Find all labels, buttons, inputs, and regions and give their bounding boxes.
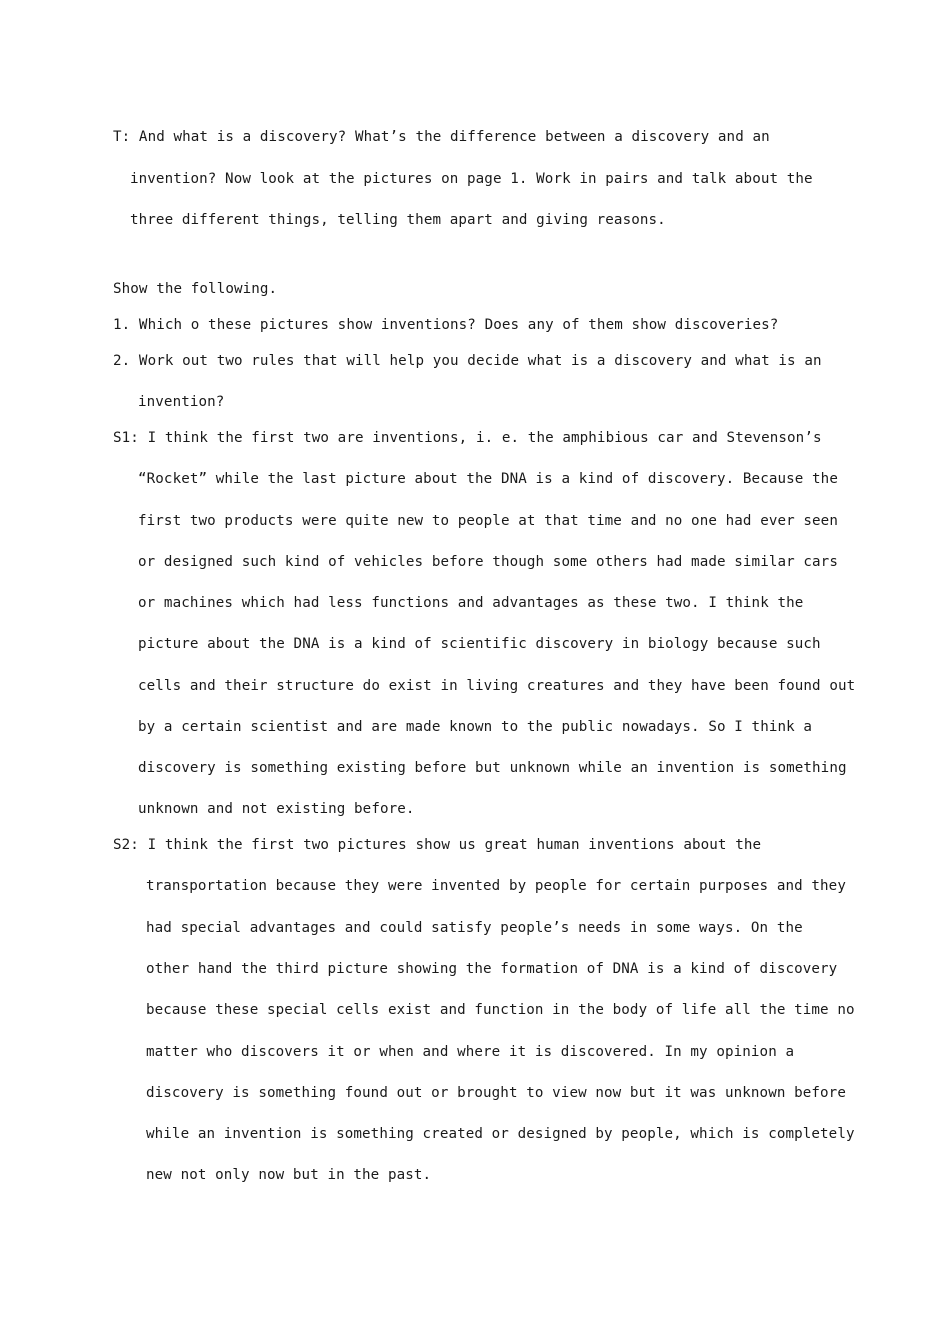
s1-line-3: first two products were quite new to people at that time and no one had ever seen [138,513,838,529]
s1-line-4: or designed such kind of vehicles before though some others had made similar cars [138,554,838,570]
question-2-line-1: 2. Work out two rules that will help you decide what is a discovery and what is an [113,353,822,369]
s2-line-6: matter who discovers it or when and where it is discovered. In my opinion a [146,1044,795,1060]
s1-line-2: “Rocket” while the last picture about the DNA is a kind of discovery. Because the [138,471,838,487]
teacher-line-3: three different things, telling them apart and giving reasons. [130,212,666,228]
s2-line-7: discovery is something found out or brought to view now but it was unknown before [146,1085,846,1101]
question-2-line-2: invention? [138,394,225,410]
s1-line-9: discovery is something existing before but unknown while an invention is something [138,760,847,776]
teacher-line-1: T: And what is a discovery? What’s the difference between a discovery and an [113,129,770,145]
s2-line-8: while an invention is something created or designed by people, which is completely [146,1126,855,1142]
instruction-text: Show the following. [113,281,278,297]
s1-line-8: by a certain scientist and are made known to the public nowadays. So I think a [138,719,813,735]
s2-line-3: had special advantages and could satisfy people’s needs in some ways. On the [146,920,803,936]
s1-line-5: or machines which had less functions and advantages as these two. I think the [138,595,804,611]
s1-line-6: picture about the DNA is a kind of scientific discovery in biology because such [138,636,821,652]
s1-line-7: cells and their structure do exist in living creatures and they have been found out [138,678,856,694]
question-1: 1. Which o these pictures show inventions? Does any of them show discoveries? [113,317,779,333]
s2-line-2: transportation because they were invented by people for certain purposes and they [146,878,846,894]
teacher-line-2: invention? Now look at the pictures on page 1. Work in pairs and talk about the [130,171,813,187]
s2-line-4: other hand the third picture showing the formation of DNA is a kind of discovery [146,961,838,977]
s2-line-5: because these special cells exist and function in the body of life all the time no [146,1002,855,1018]
s1-line-10: unknown and not existing before. [138,801,415,817]
s2-line-1: S2: I think the first two pictures show us great human inventions about the [113,837,762,853]
s2-line-9: new not only now but in the past. [146,1167,432,1183]
s1-line-1: S1: I think the first two are inventions, i. e. the amphibious car and Stevenson’s [113,430,822,446]
